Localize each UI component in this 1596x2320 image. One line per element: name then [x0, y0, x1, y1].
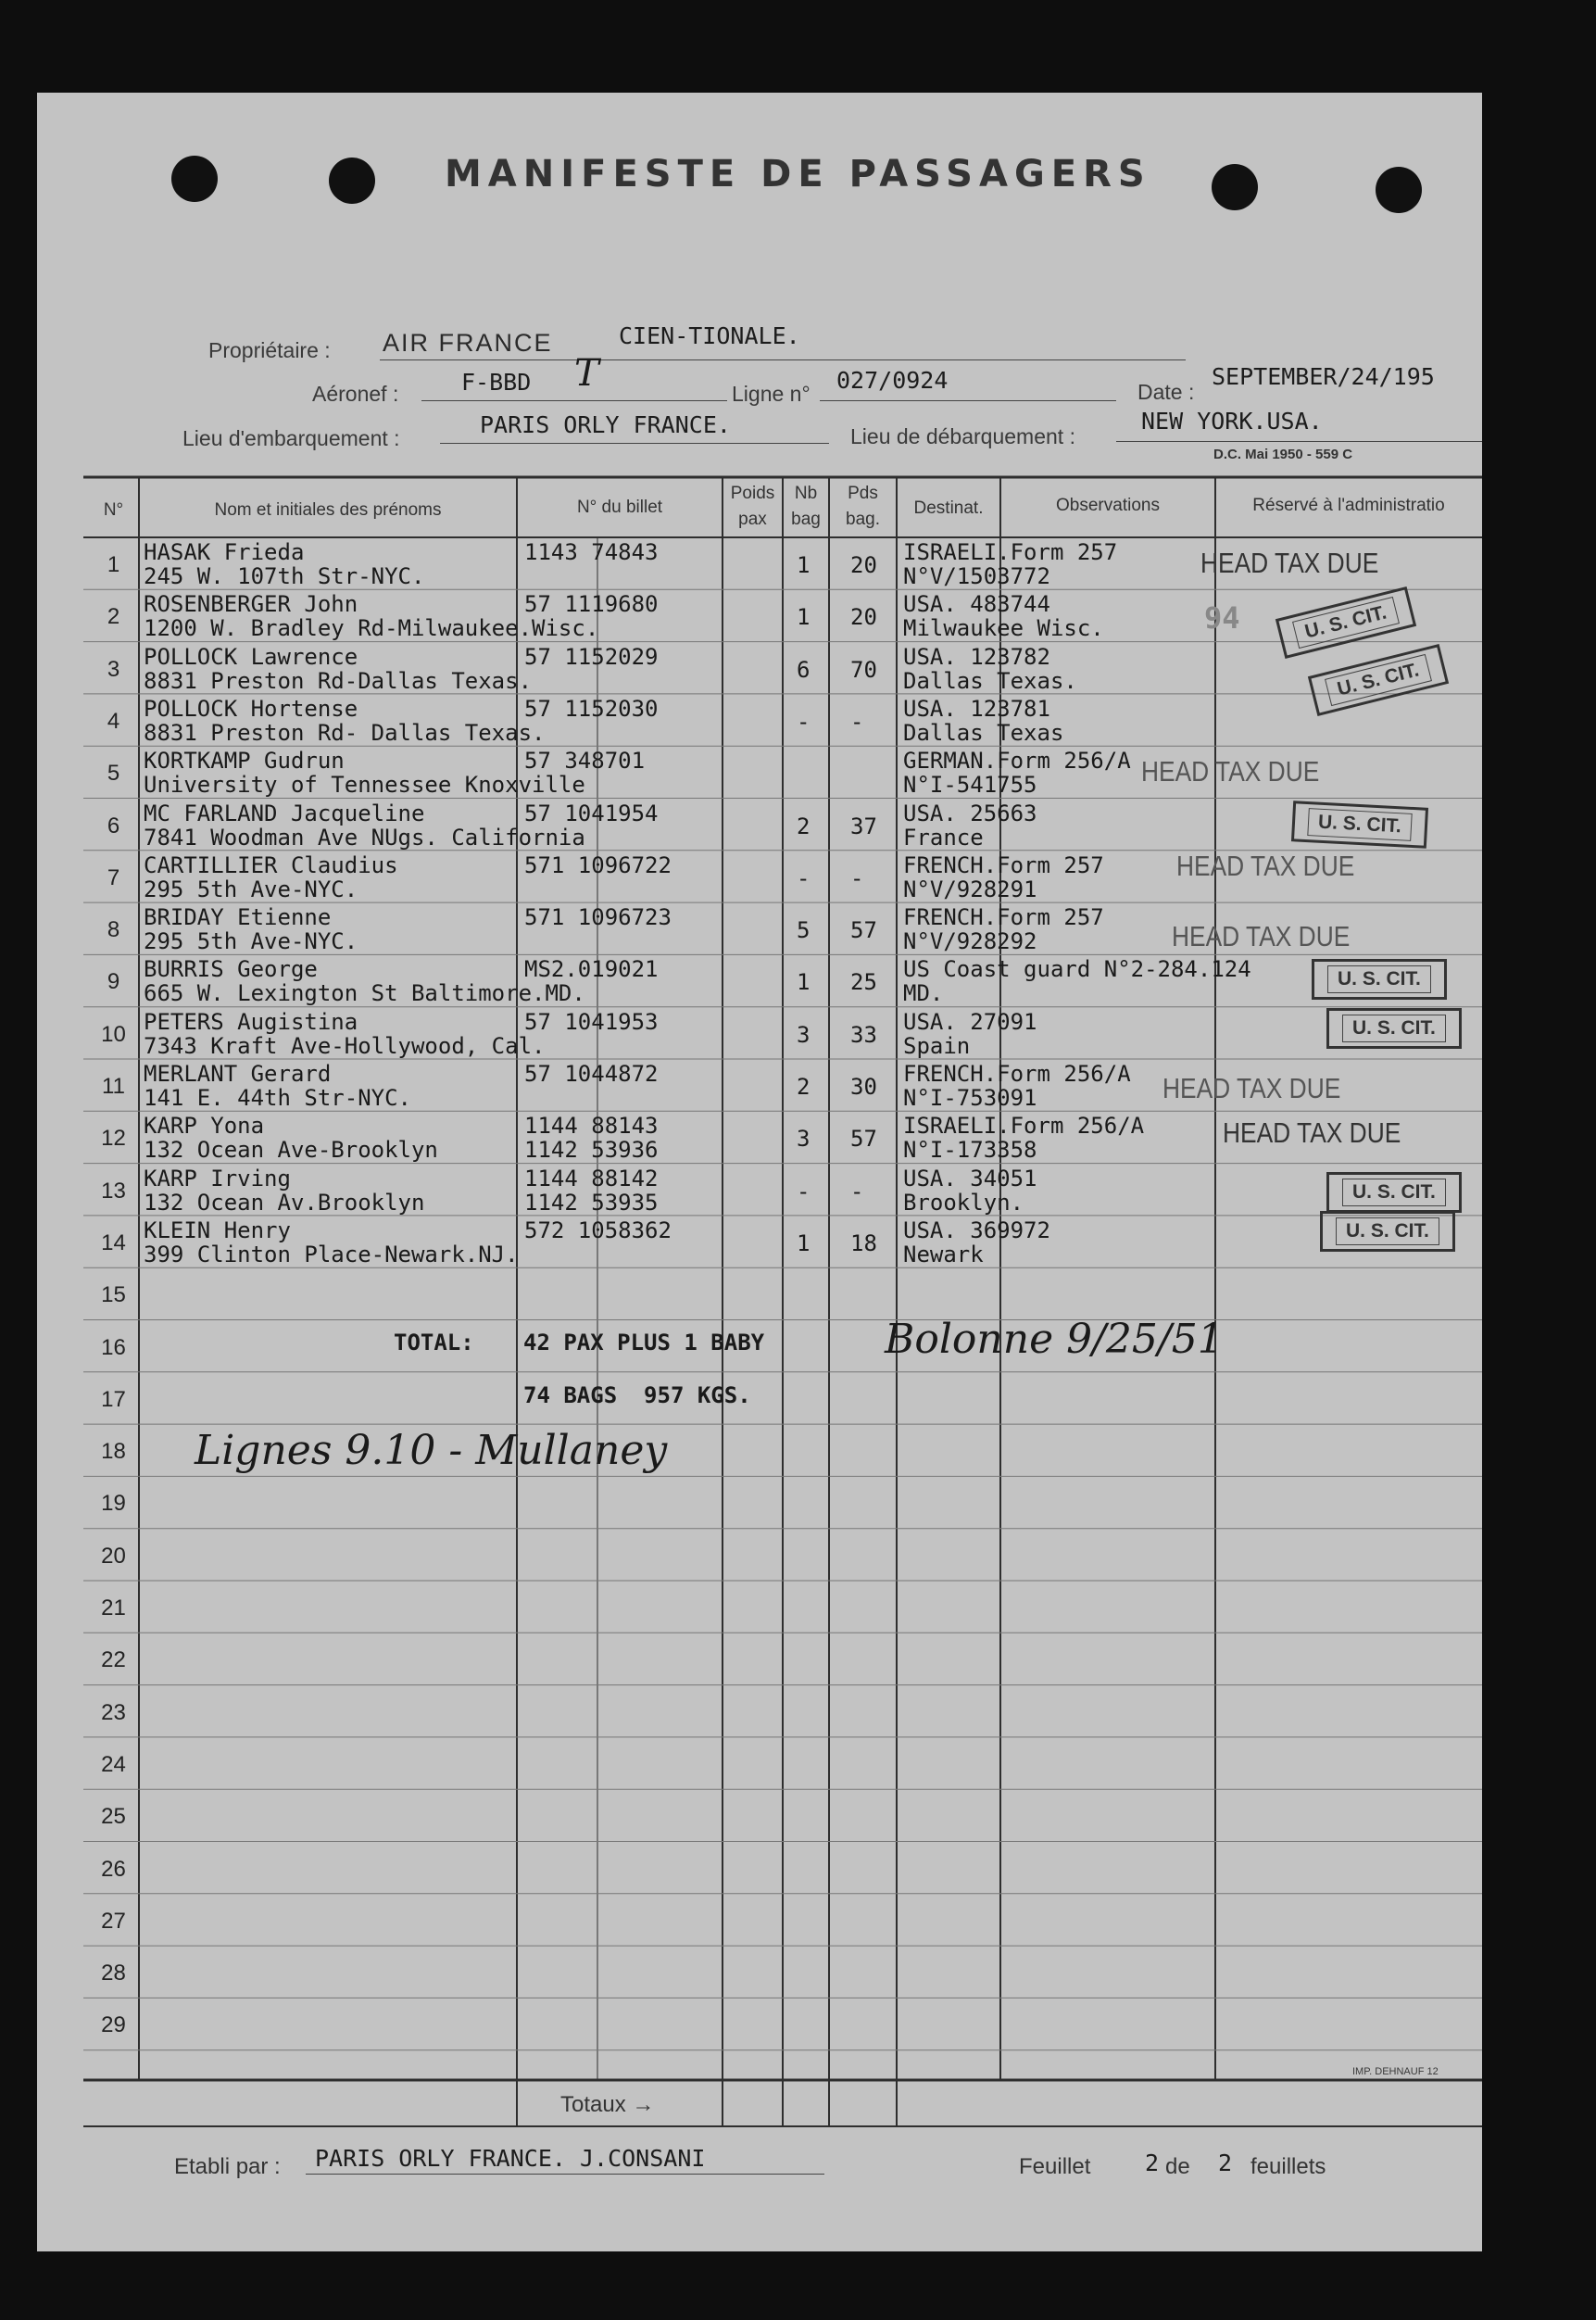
head-tax-stamp-1: HEAD TAX DUE	[1200, 547, 1379, 579]
ticket-number: MS2.019021	[524, 956, 659, 983]
aeronef-value: F-BBD	[461, 369, 532, 396]
destination-line-1: USA. 123781	[903, 695, 1050, 722]
passenger-address: 141 E. 44th Str-NYC.	[144, 1085, 411, 1111]
bag-weight: 70	[850, 656, 877, 683]
passenger-name: PETERS Augistina	[144, 1008, 358, 1035]
bag-weight: 33	[850, 1021, 877, 1048]
passenger-address: University of Tennessee Knoxville	[144, 772, 585, 799]
feuillet-total: 2	[1218, 2150, 1233, 2176]
head-tax-stamp-2: HEAD TAX DUE	[1141, 755, 1320, 788]
destination-line-2: Dallas Texas	[903, 719, 1064, 746]
debarquement-value: NEW YORK.USA.	[1141, 408, 1323, 435]
us-cit-stamp-5: U. S. CIT.	[1326, 1008, 1462, 1049]
passenger-address: 295 5th Ave-NYC.	[144, 876, 358, 902]
destination-line-1: FRENCH.Form 256/A	[903, 1061, 1131, 1087]
passenger-name: POLLOCK Hortense	[144, 695, 358, 722]
col-pds-label: Pds	[848, 484, 878, 503]
destination-line-2: N°V/1503772	[903, 563, 1050, 589]
date-label: Date :	[1137, 380, 1195, 404]
proprietaire-label: Propriétaire :	[208, 338, 331, 362]
bag-count: 6	[797, 656, 811, 683]
destination-line-1: USA. 123782	[903, 643, 1050, 670]
col-poids-pax-header	[723, 484, 783, 530]
ligne-value: 027/0924	[836, 367, 949, 394]
passenger-address: 132 Ocean Av.Brooklyn	[144, 1189, 425, 1216]
punch-hole-3	[1212, 164, 1258, 210]
row-number: 20	[101, 1543, 126, 1569]
ticket-number: 571 1096722	[524, 851, 672, 878]
ticket-number: 57 1041954	[524, 800, 659, 826]
destination-line-1: USA. 369972	[903, 1217, 1050, 1243]
ticket-number: 1144 88142	[524, 1165, 659, 1192]
passenger-address: 399 Clinton Place-Newark.NJ.	[144, 1241, 519, 1267]
bag-count: -	[797, 864, 811, 891]
ticket-number: 57 348701	[524, 748, 646, 775]
head-tax-stamp-5: HEAD TAX DUE	[1162, 1072, 1341, 1104]
passenger-name: BURRIS George	[144, 956, 318, 983]
destination-line-1: USA. 25663	[903, 800, 1037, 826]
destination-line-1: USA. 27091	[903, 1008, 1037, 1035]
passenger-name: POLLOCK Lawrence	[144, 643, 358, 670]
feuillets-label: feuillets	[1250, 2154, 1326, 2179]
col-name-header: Nom et initiales des prénoms	[214, 500, 442, 520]
passenger-name: KARP Yona	[144, 1113, 265, 1140]
row-number: 4	[107, 708, 120, 734]
us-cit-stamp-7: U. S. CIT.	[1320, 1211, 1455, 1252]
total-bags: 74 BAGS 957 KGS.	[523, 1382, 751, 1408]
row-number: 23	[101, 1699, 126, 1725]
ligne-label: Ligne n°	[732, 382, 811, 406]
bag-count: 1	[797, 604, 811, 631]
embarquement-label: Lieu d'embarquement :	[182, 426, 400, 450]
de-label: de	[1165, 2154, 1190, 2179]
passenger-name: BRIDAY Etienne	[144, 904, 332, 931]
destination-line-2: N°V/928291	[903, 876, 1037, 902]
row-number: 5	[107, 761, 120, 787]
passenger-address: 295 5th Ave-NYC.	[144, 928, 358, 955]
passenger-name: MERLANT Gerard	[144, 1061, 332, 1087]
col-pdsbag-label: bag.	[846, 510, 880, 529]
us-cit-stamp-3: U. S. CIT.	[1291, 801, 1428, 849]
ticket-number: 1143 74843	[524, 539, 659, 565]
total-label: TOTAL:	[394, 1330, 474, 1355]
handwritten-date-signature: Bolonne 9/25/51	[885, 1316, 1224, 1363]
destination-line-1: ISRAELI.Form 257	[903, 539, 1118, 565]
bag-weight: 57	[850, 917, 877, 944]
bag-count: -	[797, 1178, 811, 1204]
row-number: 10	[101, 1021, 126, 1047]
destination-line-1: US Coast guard N°2-284.124	[903, 956, 1251, 983]
passenger-address: 8831 Preston Rd-Dallas Texas.	[144, 667, 533, 694]
head-tax-stamp-3: HEAD TAX DUE	[1176, 850, 1355, 882]
aeronef-label: Aéronef :	[312, 382, 399, 406]
destination-line-2: Spain	[903, 1032, 971, 1059]
us-cit-stamp-6: U. S. CIT.	[1326, 1172, 1462, 1213]
row-number: 18	[101, 1439, 126, 1465]
row-number: 9	[107, 969, 120, 995]
col-pax-label: pax	[738, 510, 767, 529]
handwritten-note: Lignes 9.10 - Mullaney	[195, 1427, 668, 1474]
row-number: 13	[101, 1178, 126, 1204]
destination-line-2: Newark	[903, 1241, 984, 1267]
row-number: 22	[101, 1647, 126, 1673]
row-number: 27	[101, 1908, 126, 1934]
destination-line-1: USA. 34051	[903, 1165, 1037, 1192]
ticket-number: 571 1096723	[524, 904, 672, 931]
row-number: 25	[101, 1804, 126, 1830]
passenger-address: 245 W. 107th Str-NYC.	[144, 563, 425, 589]
bag-weight: 37	[850, 813, 877, 839]
row-number: 11	[102, 1074, 125, 1099]
row-number: 1	[107, 552, 120, 577]
col-bag-label: bag	[791, 510, 821, 529]
col-no-header: N°	[103, 500, 124, 520]
manifest-title: MANIFESTE DE PASSAGERS	[445, 153, 1151, 195]
passenger-name: KORTKAMP Gudrun	[144, 748, 345, 775]
us-cit-stamp-1: U. S. CIT.	[1276, 586, 1416, 659]
bag-count: 5	[797, 917, 811, 944]
bag-count: -	[797, 708, 811, 735]
passenger-address: 132 Ocean Ave-Brooklyn	[144, 1137, 438, 1164]
destination-line-2: Brooklyn.	[903, 1189, 1024, 1216]
col-destinat-header: Destinat.	[913, 498, 984, 518]
row-number: 24	[101, 1751, 126, 1777]
bag-weight: -	[850, 1178, 864, 1204]
form-reference: D.C. Mai 1950 - 559 C	[1213, 447, 1353, 462]
feuillet-num: 2	[1145, 2150, 1160, 2176]
bag-weight: 20	[850, 604, 877, 631]
passenger-address: 7343 Kraft Ave-Hollywood, Cal.	[144, 1032, 546, 1059]
bag-weight: 25	[850, 969, 877, 996]
ticket-number: 57 1041953	[524, 1008, 659, 1035]
col-observations-header: Observations	[1056, 496, 1160, 515]
ticket-number: 57 1044872	[524, 1061, 659, 1087]
head-tax-stamp-4: HEAD TAX DUE	[1172, 920, 1351, 952]
etabli-label: Etabli par :	[174, 2154, 281, 2179]
feuillet-label: Feuillet	[1019, 2154, 1091, 2179]
bag-weight: 20	[850, 552, 877, 578]
ticket-number-2: 1142 53935	[524, 1189, 659, 1216]
col-reserve-header: Réservé à l'administratio	[1252, 496, 1445, 515]
destination-line-2: Milwaukee Wisc.	[903, 615, 1104, 642]
punch-hole-4	[1376, 167, 1422, 213]
row-number: 3	[107, 656, 120, 682]
row-number: 14	[101, 1229, 126, 1255]
debarquement-label: Lieu de débarquement :	[850, 424, 1075, 448]
ticket-number: 1144 88143	[524, 1113, 659, 1140]
row-number: 21	[101, 1595, 126, 1620]
ticket-number: 57 1152030	[524, 695, 659, 722]
destination-line-2: N°I-173358	[903, 1137, 1037, 1164]
row-number: 28	[101, 1961, 126, 1986]
faint-number: 94	[1204, 600, 1240, 636]
destination-line-2: N°V/928292	[903, 928, 1037, 955]
passenger-address: 7841 Woodman Ave NUgs. California	[144, 824, 585, 851]
punch-hole-1	[171, 156, 218, 202]
date-value: SEPTEMBER/24/195	[1212, 363, 1435, 390]
bag-weight: 57	[850, 1126, 877, 1153]
ticket-number: 57 1152029	[524, 643, 659, 670]
bag-count: 3	[797, 1126, 811, 1153]
row-number: 26	[101, 1856, 126, 1882]
punch-hole-2	[329, 158, 375, 204]
destination-line-2: Dallas Texas.	[903, 667, 1077, 694]
us-cit-stamp-2: U. S. CIT.	[1308, 644, 1449, 716]
bag-count: 2	[797, 813, 811, 839]
aeronef-hand-letter: T	[574, 352, 599, 395]
bag-count: 1	[797, 969, 811, 996]
destination-line-2: France	[903, 824, 984, 851]
col-pds-bag-header	[829, 484, 897, 530]
destination-line-1: USA. 483744	[903, 591, 1050, 618]
bag-weight: -	[850, 708, 864, 735]
head-tax-stamp-6: HEAD TAX DUE	[1223, 1116, 1401, 1149]
col-nb-label: Nb	[794, 484, 818, 503]
ticket-number: 57 1119680	[524, 591, 659, 618]
passenger-name: KLEIN Henry	[144, 1217, 291, 1243]
row-number: 29	[101, 2012, 126, 2038]
destination-line-1: FRENCH.Form 257	[903, 851, 1104, 878]
bag-weight: -	[850, 864, 864, 891]
destination-line-2: MD.	[903, 980, 944, 1007]
row-number: 17	[101, 1386, 126, 1412]
row-number: 8	[107, 917, 120, 943]
proprietaire-printed: AIR FRANCE	[383, 329, 553, 357]
bag-count: 2	[797, 1074, 811, 1100]
bag-count: 1	[797, 552, 811, 578]
embarquement-value: PARIS ORLY FRANCE.	[480, 411, 731, 438]
printer-imprint: IMP. DEHNAUF 12	[1352, 2066, 1439, 2077]
row-number: 16	[101, 1334, 126, 1360]
ticket-number-2: 1142 53936	[524, 1137, 659, 1164]
us-cit-stamp-4: U. S. CIT.	[1312, 959, 1447, 1000]
passenger-name: CARTILLIER Claudius	[144, 851, 398, 878]
row-number: 19	[101, 1491, 126, 1517]
totaux-label: Totaux →	[560, 2092, 655, 2117]
passenger-name: KARP Irving	[144, 1165, 291, 1192]
bag-count: 1	[797, 1229, 811, 1256]
total-pax: 42 PAX PLUS 1 BABY	[523, 1330, 765, 1355]
ticket-number: 572 1058362	[524, 1217, 672, 1243]
passenger-name: ROSENBERGER John	[144, 591, 358, 618]
passenger-address: 8831 Preston Rd- Dallas Texas.	[144, 719, 546, 746]
passenger-name: HASAK Frieda	[144, 539, 305, 565]
row-number: 12	[101, 1126, 126, 1152]
destination-line-2: N°I-753091	[903, 1085, 1037, 1111]
row-number: 15	[101, 1282, 126, 1308]
destination-line-1: GERMAN.Form 256/A	[903, 748, 1131, 775]
destination-line-2: N°I-541755	[903, 772, 1037, 799]
col-nb-bag-header	[783, 484, 829, 530]
passenger-address: 665 W. Lexington St Baltimore.MD.	[144, 980, 585, 1007]
passenger-name: MC FARLAND Jacqueline	[144, 800, 425, 826]
bag-count: 3	[797, 1021, 811, 1048]
bag-weight: 18	[850, 1229, 877, 1256]
row-number: 7	[107, 864, 120, 890]
destination-line-1: ISRAELI.Form 256/A	[903, 1113, 1145, 1140]
proprietaire-typed: CIEN-TIONALE.	[619, 322, 800, 349]
col-ticket-header: N° du billet	[576, 498, 663, 517]
etabli-value: PARIS ORLY FRANCE. J.CONSANI	[315, 2145, 706, 2172]
col-poids-label: Poids	[730, 484, 775, 503]
bag-weight: 30	[850, 1074, 877, 1100]
row-number: 2	[107, 604, 120, 630]
destination-line-1: FRENCH.Form 257	[903, 904, 1104, 931]
passenger-address: 1200 W. Bradley Rd-Milwaukee.Wisc.	[144, 615, 599, 642]
row-number: 6	[107, 813, 120, 838]
